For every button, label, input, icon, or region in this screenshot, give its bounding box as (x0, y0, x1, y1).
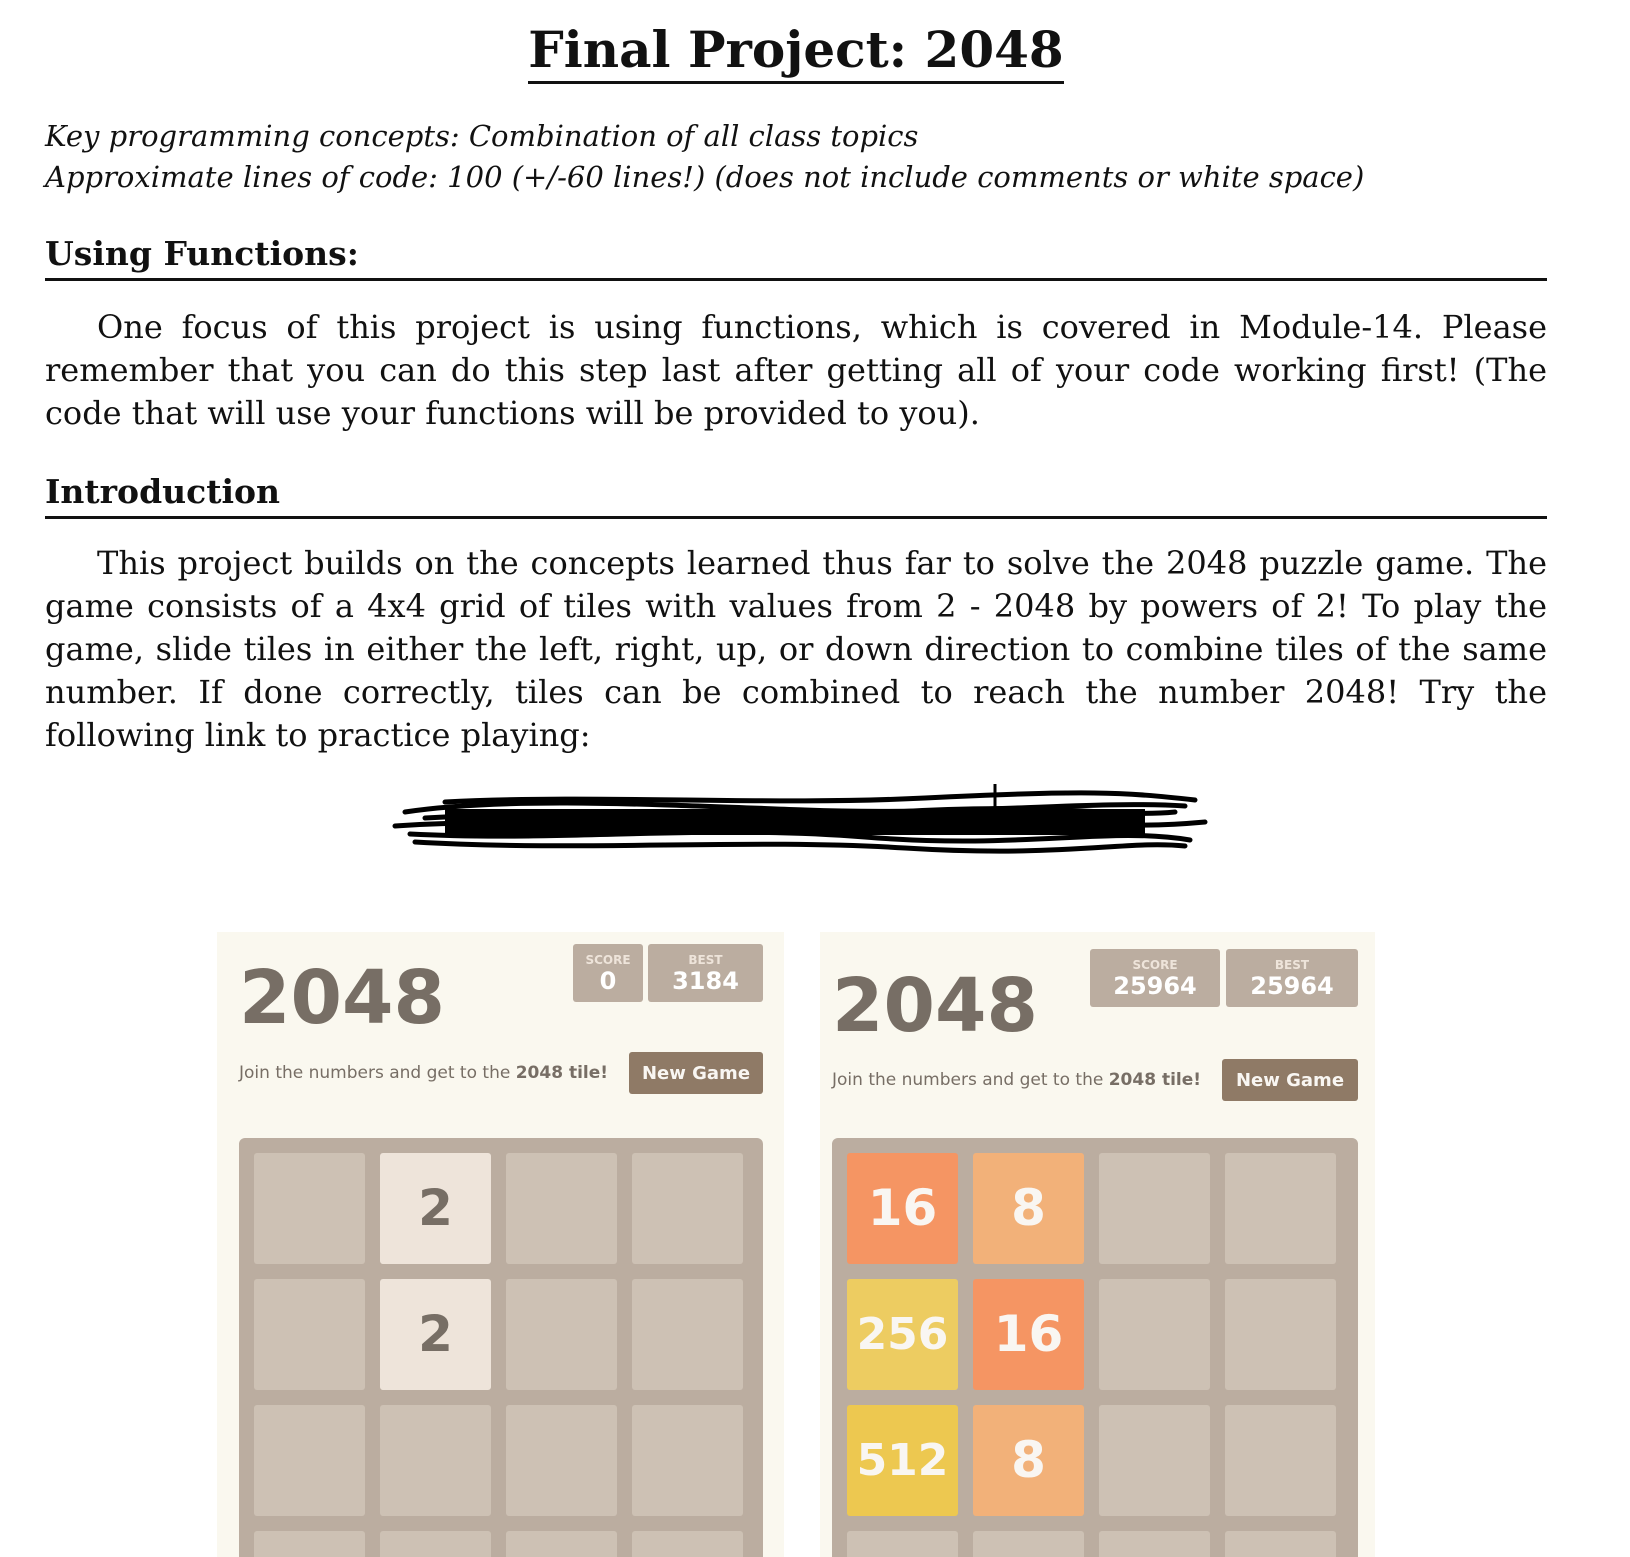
empty-tile (1099, 1405, 1210, 1516)
redacted-link-scribble (385, 782, 1215, 862)
introduction-paragraph: This project builds on the concepts learned thus far to solve the 2048 puzzle game. The game consists of a 4x4 grid of tiles with values from 2 - 2048 by powers of 2! To play the game, slide tiles in either the left, right, up, or down direction to combine tiles of the same number. If done correctly, tiles can be combined to reach the number 2048! Try the following link to practice playing: (45, 544, 1547, 754)
using-functions-paragraph: One focus of this project is using functions, which is covered in Module-14. Please remember that you can do this step last after getting all of your code working first! (The code that will use your functions will be provided to you). (45, 308, 1547, 432)
empty-tile (380, 1531, 491, 1557)
score-box (573, 944, 643, 1002)
empty-tile (973, 1531, 1084, 1557)
empty-tile (254, 1153, 365, 1264)
empty-tile (506, 1279, 617, 1390)
empty-tile (847, 1531, 958, 1557)
new-game-button[interactable]: New Game (1222, 1059, 1358, 1101)
concepts-line: Key programming concepts: Combination of all class topics (45, 119, 919, 153)
game-board (239, 1138, 763, 1557)
tile-2: 2 (380, 1153, 491, 1264)
tile-16: 16 (973, 1279, 1084, 1390)
best-label: BEST (688, 953, 723, 967)
best-label: BEST (1274, 958, 1310, 972)
best-value: 25964 (1250, 972, 1334, 1000)
project-meta (45, 116, 1364, 198)
introduction-heading: Introduction (45, 472, 1547, 519)
game-screenshot-progress (820, 932, 1375, 1557)
score-label: SCORE (1132, 958, 1178, 972)
empty-tile (632, 1279, 743, 1390)
using-functions-heading: Using Functions: (45, 234, 1547, 281)
game-board (832, 1138, 1358, 1557)
score-label: SCORE (585, 953, 631, 967)
tile-512: 512 (847, 1405, 958, 1516)
empty-tile (254, 1279, 365, 1390)
game-title: 2048 (832, 963, 1038, 1049)
score-value: 0 (599, 967, 617, 995)
tile-8: 8 (973, 1153, 1084, 1264)
game-screenshot-start (217, 932, 784, 1557)
empty-tile (1099, 1531, 1210, 1557)
empty-tile (254, 1405, 365, 1516)
empty-tile (380, 1405, 491, 1516)
score-value: 25964 (1113, 972, 1197, 1000)
empty-tile (1099, 1279, 1210, 1390)
document-title: Final Project: 2048 (45, 18, 1547, 82)
game-intro: Join the numbers and get to the 2048 tile! (832, 1070, 1202, 1090)
empty-tile (632, 1153, 743, 1264)
game-title: 2048 (239, 955, 445, 1041)
score-box (1090, 949, 1220, 1007)
loc-line: Approximate lines of code: 100 (+/-60 lines!) (does not include comments or white space) (45, 160, 1365, 194)
empty-tile (506, 1153, 617, 1264)
tile-256: 256 (847, 1279, 958, 1390)
new-game-button[interactable]: New Game (629, 1052, 763, 1094)
empty-tile (1225, 1405, 1336, 1516)
tile-8: 8 (973, 1405, 1084, 1516)
empty-tile (1225, 1531, 1336, 1557)
empty-tile (1225, 1153, 1336, 1264)
empty-tile (1225, 1279, 1336, 1390)
empty-tile (254, 1531, 365, 1557)
empty-tile (506, 1405, 617, 1516)
best-box (1226, 949, 1358, 1007)
empty-tile (632, 1405, 743, 1516)
tile-2: 2 (380, 1279, 491, 1390)
best-box (648, 944, 763, 1002)
tile-16: 16 (847, 1153, 958, 1264)
empty-tile (1099, 1153, 1210, 1264)
empty-tile (506, 1531, 617, 1557)
best-value: 3184 (672, 967, 739, 995)
game-intro: Join the numbers and get to the 2048 tile! (239, 1063, 609, 1083)
empty-tile (632, 1531, 743, 1557)
